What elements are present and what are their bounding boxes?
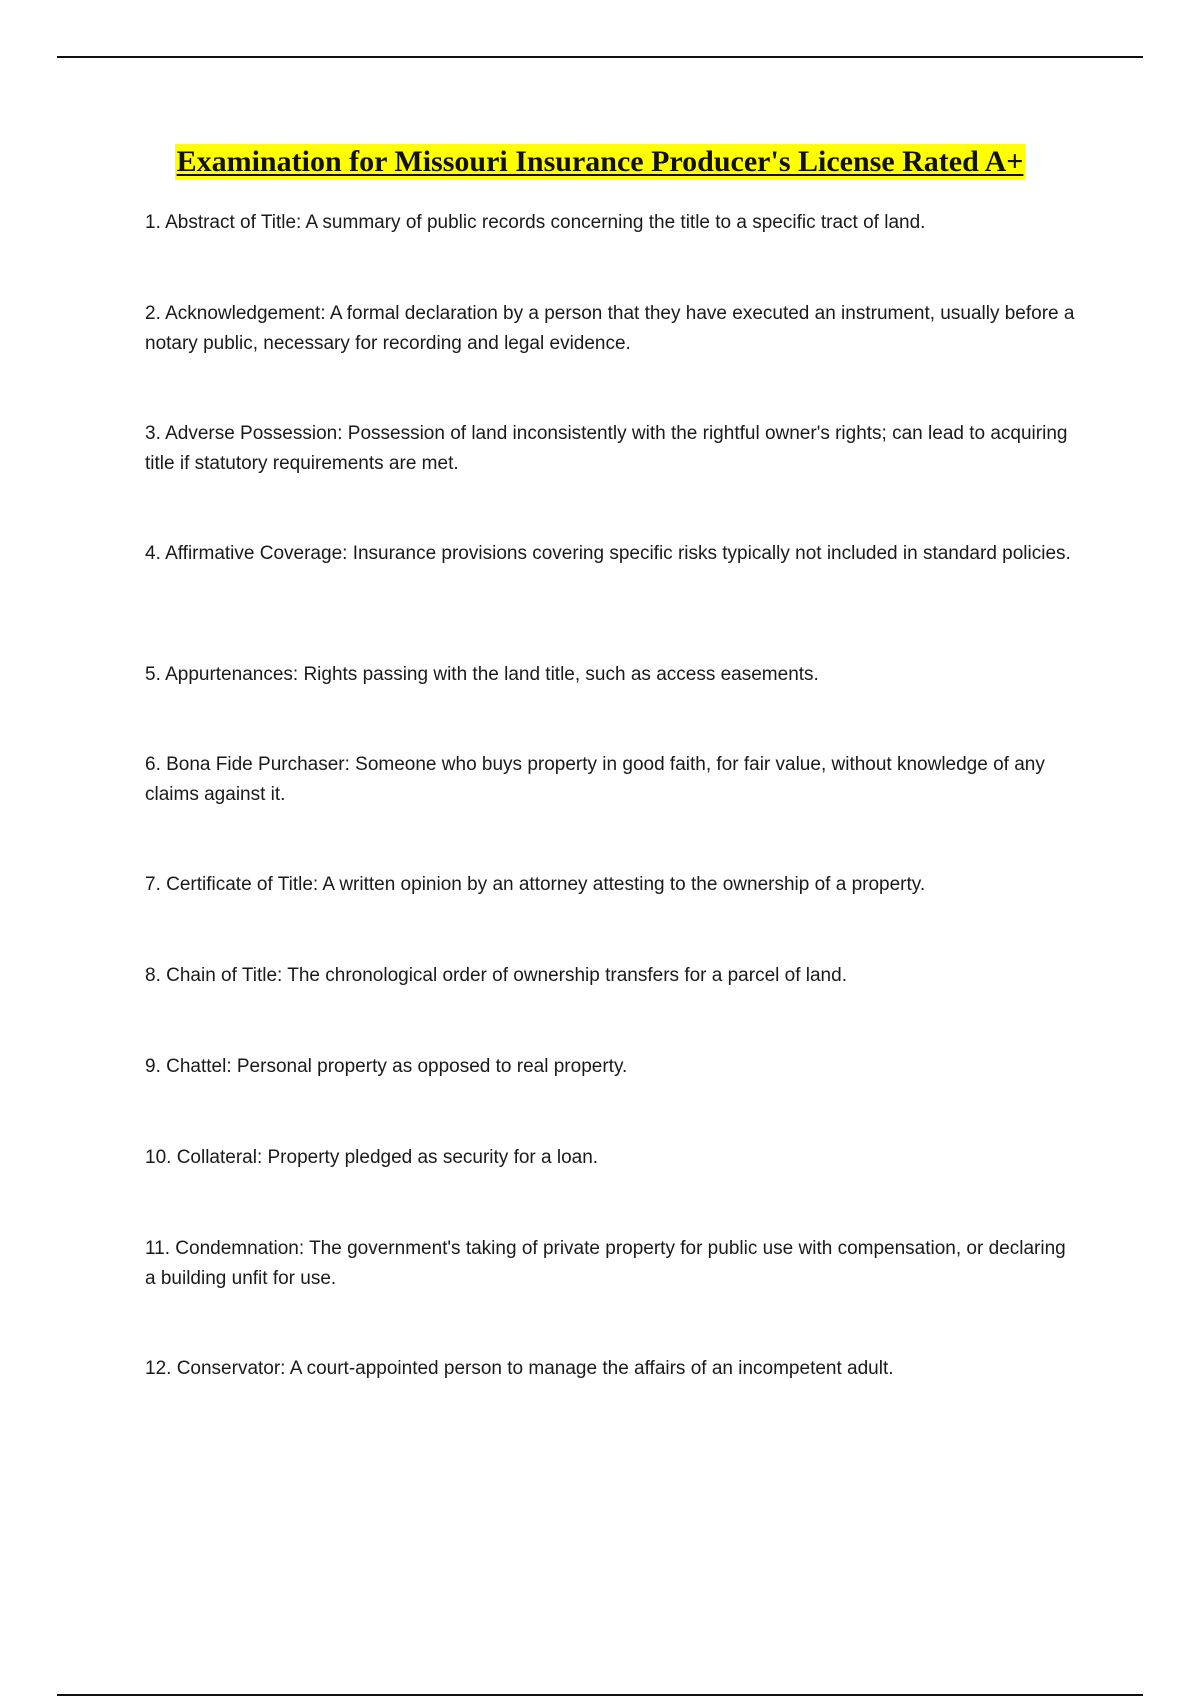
list-item: 11. Condemnation: The government's taking of private property for public use with compensation, or declaring a building unfit for use. [145,1238,1066,1289]
list-item: 6. Bona Fide Purchaser: Someone who buys property in good faith, for fair value, without knowledge of any claims against it. [145,754,1045,805]
list-item: 8. Chain of Title: The chronological order of ownership transfers for a parcel of land. [145,965,847,986]
top-rule [57,56,1143,58]
list-item: 2. Acknowledgement: A formal declaration by a person that they have executed an instrument, usually before a notary public, necessary for recording and legal evidence. [145,303,1075,354]
list-item: 10. Collateral: Property pledged as security for a loan. [145,1147,599,1168]
bottom-rule [57,1694,1143,1696]
list-item: 12. Conservator: A court-appointed person to manage the affairs of an incompetent adult. [145,1358,894,1379]
list-item: 7. Certificate of Title: A written opinion by an attorney attesting to the ownership of a property. [145,874,926,895]
list-item: 1. Abstract of Title: A summary of public records concerning the title to a specific tract of land. [145,212,926,233]
document-title: Examination for Missouri Insurance Producer's License Rated A+ [176,145,1024,178]
title-container [0,144,1200,180]
list-item: 4. Affirmative Coverage: Insurance provisions covering specific risks typically not included in standard policies. [145,543,1071,564]
list-item: 3. Adverse Possession: Possession of land inconsistently with the rightful owner's rights; can lead to acquiring title if statutory requirements are met. [145,423,1068,474]
list-item: 9. Chattel: Personal property as opposed to real property. [145,1056,628,1077]
list-item: 5. Appurtenances: Rights passing with the land title, such as access easements. [145,664,819,685]
